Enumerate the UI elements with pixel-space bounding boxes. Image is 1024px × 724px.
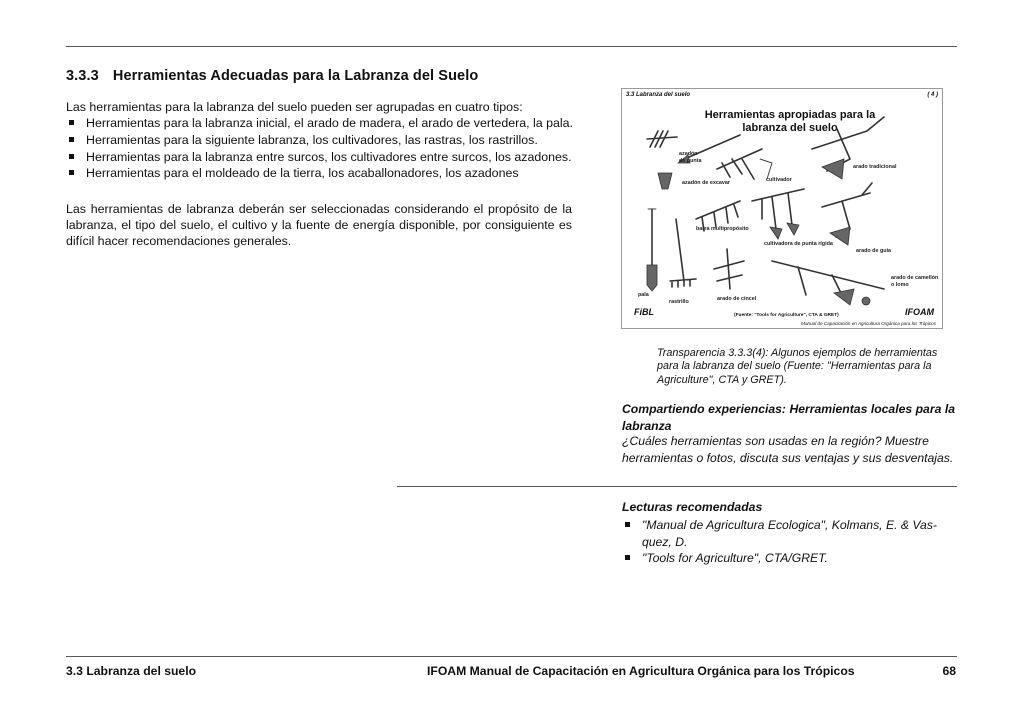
tool-type-list [66,115,586,182]
list-item: Herramientas para la labranza inicial, el arado de madera, el arado de vertedera, la pala. [66,115,586,132]
readings-heading: Lecturas recomendadas [622,500,763,514]
label-multipurpose-bar: barra multipropósito [696,226,749,232]
list-item: Herramientas para la labranza entre surcos, los cultivadores entre surcos, los azadones. [66,149,586,166]
label-spade: pala [638,292,649,298]
list-item: "Manual de Agricultura Ecologica", Kolmans, E. & Vas-quez, D. [622,517,955,550]
middle-rule [397,486,957,487]
label-guide-plough: arado de guía [856,248,892,254]
slide-title: Herramientas apropiadas para la labranza del suelo [704,109,876,134]
list-item: Herramientas para la siguiente labranza, los cultivadores, las rastras, los rastrillos. [66,132,586,149]
section-title-text: Herramientas Adecuadas para la Labranza del Suelo [112,68,479,84]
page-number: 68 [942,664,956,678]
transparency-figure [621,88,943,329]
label-rake: rastrillo [669,299,689,305]
figure-caption: Transparencia 3.3.3(4): Algunos ejemplos de herramientas para la labranza del suelo (Fuente: "Herramientas para la Agriculture", CTA y GRET). [657,347,938,386]
label-rigid-tine-cultivator: cultivadora de punta rígida [764,241,833,247]
spade-icon [647,209,657,291]
slide-number: ( 4 ) [927,92,938,98]
tools-illustration [622,89,942,328]
slide-header: 3.3 Labranza del suelo [626,92,691,98]
readings-list [622,517,955,567]
label-ridger: arado de camellón o lomo [891,275,939,288]
ifoam-logo: IFOAM [905,307,934,317]
section-title [66,68,478,84]
section-number: 3.3.3 [66,68,99,84]
hoe-icon [647,131,677,189]
bullet-square-icon [69,137,74,142]
fibl-logo: FiBL [634,307,654,317]
selection-paragraph: Las herramientas de labranza deberán ser seleccionadas considerando el propósito de la labranza, el tipo del suelo, el cultivo y la fuente de energía disponible, por consiguiente es difícil hacer recomendaciones generales. [66,202,572,248]
bullet-square-icon [69,170,74,175]
list-item: "Tools for Agriculture", CTA/GRET. [622,550,955,567]
label-cultivator: cultivador [766,177,792,183]
footer-section: 3.3 Labranza del suelo [66,664,197,678]
cultivator-icon [717,149,772,179]
rake-icon [670,219,696,287]
intro-text: Las herramientas para la labranza del suelo pueden ser agrupadas en cuatro tipos: [66,100,523,114]
label-traditional-plough: arado tradicional [853,164,897,170]
bullet-square-icon [69,154,74,159]
sharing-body: ¿Cuáles herramientas son usadas en la región? Muestre herramientas o fotos, discuta sus ventajas y sus desventajas. [622,434,954,465]
label-chisel-plough: arado de cincel [717,296,757,302]
bullet-square-icon [625,555,630,560]
bullet-square-icon [69,120,74,125]
label-pointed-hoe: azadón de punta [679,151,702,164]
label-digging-hoe: azadón de excavar [682,180,730,186]
footer-rule [66,656,957,657]
slide-manual-line: Manual de Capacitación en Agricultura Orgánica para los Trópicos [801,321,936,326]
bullet-square-icon [625,522,630,527]
footer-manual-title: IFOAM Manual de Capacitación en Agricultura Orgánica para los Trópicos [427,664,855,678]
list-item: Herramientas para el moldeado de la tierra, los acaballonadores, los azadones [66,165,586,182]
sharing-heading: Compartiendo experiencias: Herramientas locales para la labranza [622,402,955,433]
slide-source: (Fuente: "Tools for Agriculture", CTA & GRET) [734,313,839,318]
top-rule [66,46,957,47]
